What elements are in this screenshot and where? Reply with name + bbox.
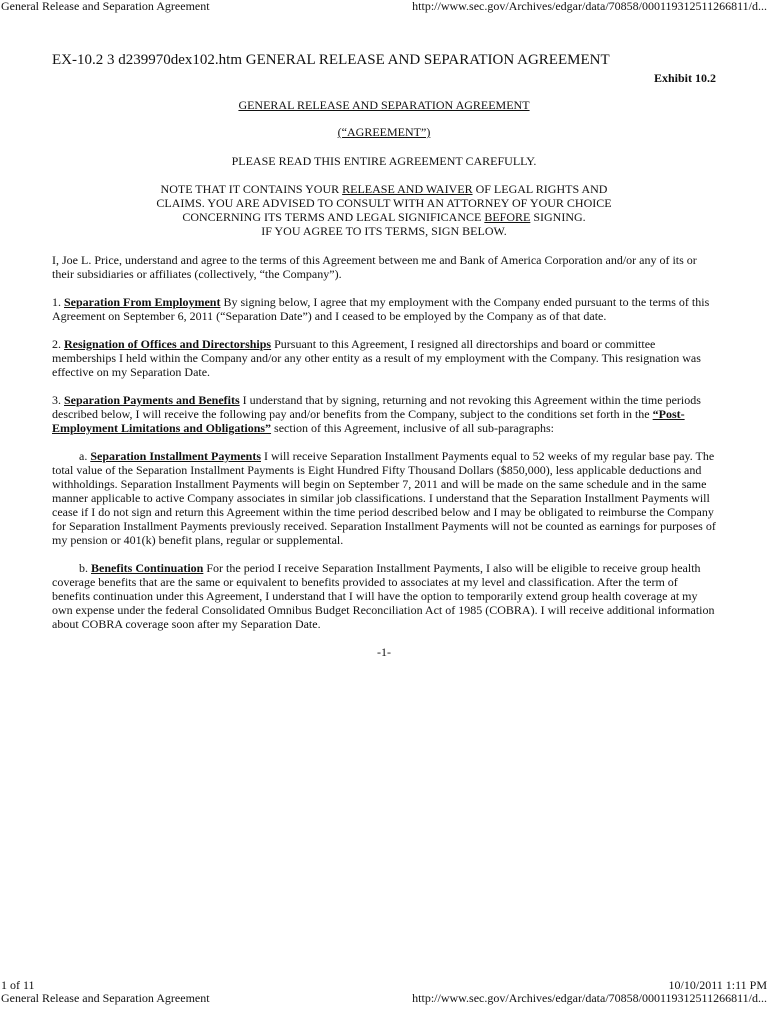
legal-notice <box>52 182 716 238</box>
footer-page-count: 1 of 11 <box>1 978 35 992</box>
section-3 <box>52 393 716 435</box>
section-number: b. <box>79 561 91 575</box>
agreement-subtitle <box>52 125 716 139</box>
filing-title: EX-10.2 3 d239970dex102.htm GENERAL RELEASE AND SEPARATION AGREEMENT <box>52 52 610 68</box>
page-number: -1- <box>377 645 391 659</box>
section-2 <box>52 337 716 379</box>
notice-release-waiver: RELEASE AND WAIVER <box>342 182 473 196</box>
notice-line-4: IF YOU AGREE TO ITS TERMS, SIGN BELOW. <box>261 224 507 238</box>
section-number: 3. <box>52 393 64 407</box>
section-3a <box>52 449 716 547</box>
notice-part: SIGNING. <box>530 210 586 224</box>
notice-part: OF LEGAL RIGHTS AND <box>472 182 608 196</box>
section-text: By signing below, I agree that my employment with the Company ended pursuant to the terms of this Agreement on September 6, 2011 (“Separation Date”) and I ceased to be employed by the Company as of that date. <box>52 295 710 323</box>
document-page <box>52 52 716 659</box>
section-number: a. <box>79 449 91 463</box>
notice-before: BEFORE <box>484 210 531 224</box>
section-text: For the period I receive Separation Installment Payments, I also will be eligible to receive group health coverage benefits that are the same or equivalent to benefits provided to associates at my level and classification. After the term of benefits continuation under this Agreement, I understand that I will have the option to temporarily extend group health coverage at my own expense under the federal Consolidated Omnibus Budget Reconciliation Act of 1985 (COBRA). I will receive additional information about COBRA coverage soon after my Separation Date. <box>52 561 715 631</box>
header-title: General Release and Separation Agreement <box>1 0 210 13</box>
section-3b <box>52 561 716 631</box>
exhibit-label: Exhibit 10.2 <box>653 71 716 85</box>
header-url[interactable]: http://www.sec.gov/Archives/edgar/data/70858/000119312511266811/d... <box>412 0 767 13</box>
section-text: Pursuant to this Agreement, I resigned all directorships and board or committee memberships I held within the Company and/or any other entity as a result of my employment with the Company. This resignation was effective on my Separation Date. <box>52 337 701 379</box>
section-reference: “Post-Employment Limitations and Obligations” <box>52 407 685 435</box>
intro-paragraph: I, Joe L. Price, understand and agree to the terms of this Agreement between me and Bank of America Corporation and/or any of its or their subsidiaries or affiliates (collectively, “the Company”). <box>52 253 697 281</box>
section-heading: Benefits Continuation <box>91 561 204 575</box>
print-header <box>0 0 768 13</box>
section-heading: Separation Payments and Benefits <box>64 393 240 407</box>
notice-part: CONCERNING ITS TERMS AND LEGAL SIGNIFICANCE <box>182 210 485 224</box>
print-footer <box>0 979 768 1005</box>
footer-title: General Release and Separation Agreement <box>1 991 210 1005</box>
agreement-title-text: GENERAL RELEASE AND SEPARATION AGREEMENT <box>238 98 530 112</box>
section-text: I understand that by signing, returning and not revoking this Agreement within the time periods described below, I will receive the following pay and/or benefits from the Company, subject to the conditions set forth in the <box>52 393 701 421</box>
section-heading: Separation From Employment <box>64 295 221 309</box>
agreement-title <box>52 98 716 112</box>
read-notice: PLEASE READ THIS ENTIRE AGREEMENT CAREFULLY. <box>231 154 537 168</box>
footer-datetime: 10/10/2011 1:11 PM <box>668 978 767 992</box>
section-text: section of this Agreement, inclusive of all sub-paragraphs: <box>271 421 554 435</box>
section-text: I will receive Separation Installment Payments equal to 52 weeks of my regular base pay. The total value of the Separation Installment Payments is Eight Hundred Fifty Thousand Dollars ($850,000), less applicable deductions and withholdings. Separation Installment Payments will begin on September 7, 2011 and will be made on the same schedule and in the same manner applicable to active Company associates in similar job classifications. I understand that the Separation Installment Payments will cease if I do not sign and return this Agreement within the time period described below and I may be obligated to reimburse the Company for Separation Installment Payments previously received. Separation Installment Payments will not be counted as earnings for purposes of my pension or 401(k) benefit plans, regular or supplemental. <box>52 449 716 547</box>
section-heading: Separation Installment Payments <box>90 449 261 463</box>
section-number: 1. <box>52 295 64 309</box>
section-number: 2. <box>52 337 64 351</box>
agreement-subtitle-text: (“AGREEMENT”) <box>337 125 431 139</box>
section-1 <box>52 295 716 323</box>
notice-part: NOTE THAT IT CONTAINS YOUR <box>160 182 343 196</box>
notice-line-2: CLAIMS. YOU ARE ADVISED TO CONSULT WITH AN ATTORNEY OF YOUR CHOICE <box>156 196 612 210</box>
section-heading: Resignation of Offices and Directorships <box>64 337 272 351</box>
footer-url[interactable]: http://www.sec.gov/Archives/edgar/data/70858/000119312511266811/d... <box>412 991 767 1005</box>
